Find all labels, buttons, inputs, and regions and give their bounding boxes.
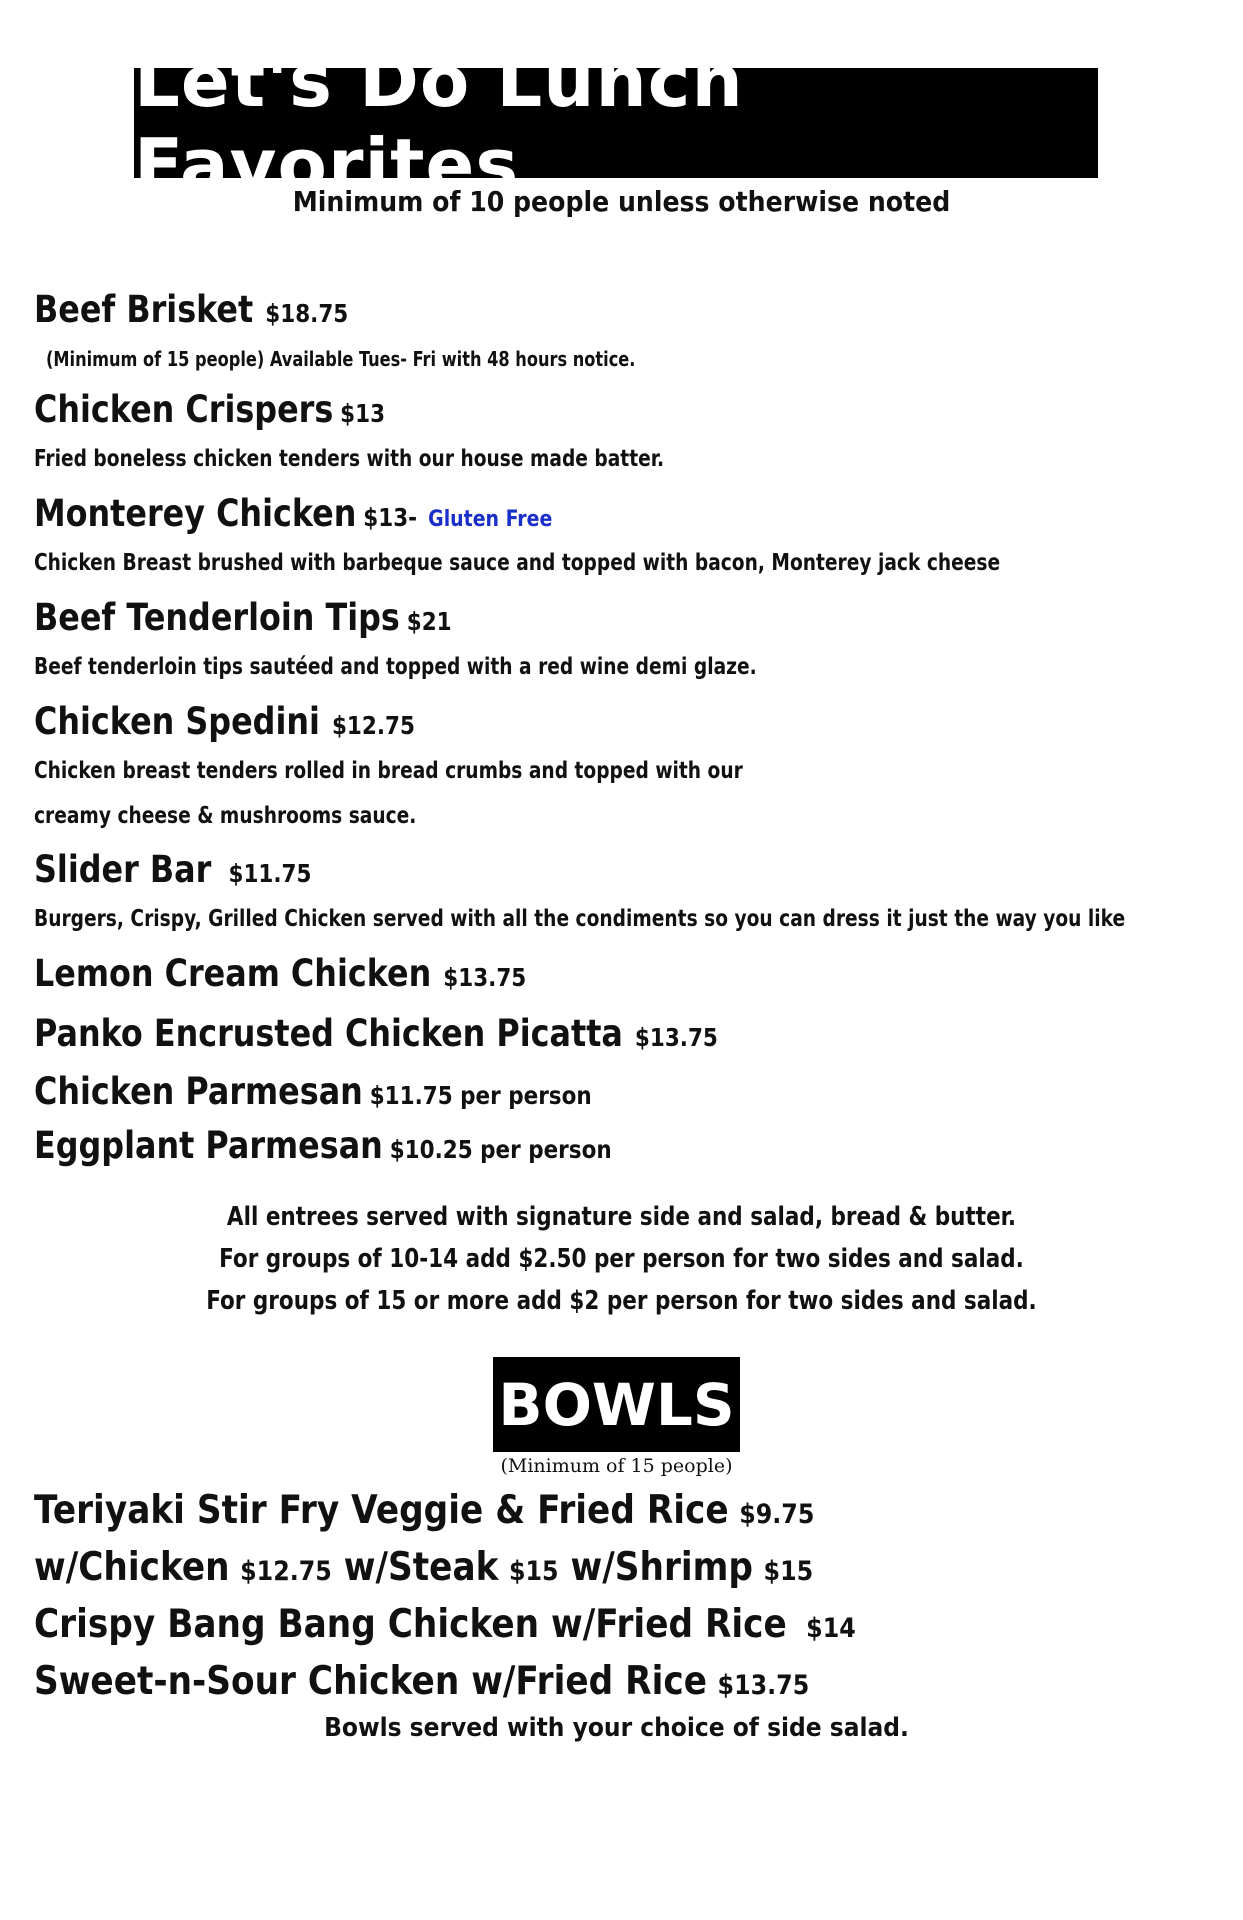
bowl-protein-options bbox=[34, 1543, 813, 1597]
item-name: Eggplant Parmesan bbox=[34, 1124, 383, 1167]
menu-item-description: Burgers, Crispy, Grilled Chicken served with all the condiments so you can dress it just the way you like bbox=[34, 906, 1126, 932]
bowl-name: Teriyaki Stir Fry Veggie & Fried Rice bbox=[34, 1488, 729, 1533]
bowl-item bbox=[34, 1657, 809, 1711]
bowl-price: $14 bbox=[806, 1613, 856, 1644]
item-price: $10.25 per person bbox=[389, 1135, 612, 1164]
menu-item-title bbox=[34, 596, 452, 644]
note-line: All entrees served with signature side and salad, bread & butter. bbox=[226, 1202, 1017, 1232]
bowl-item bbox=[34, 1600, 856, 1654]
menu-item-title bbox=[34, 388, 385, 436]
item-price: $21 bbox=[406, 607, 452, 636]
item-name: Monterey Chicken bbox=[34, 492, 357, 535]
menu-item-title bbox=[34, 1012, 718, 1060]
item-price: $12.75 bbox=[331, 711, 415, 740]
menu-item-title bbox=[34, 1070, 592, 1118]
menu-item-description: Chicken Breast brushed with barbeque sauce and topped with bacon, Monterey jack cheese bbox=[34, 550, 1001, 576]
menu-item-description: (Minimum of 15 people) Available Tues- Fri with 48 hours notice. bbox=[46, 347, 636, 371]
page-title: Let's Do Lunch Favorites bbox=[134, 39, 744, 207]
bowls-banner bbox=[493, 1357, 740, 1452]
bowl-option: w/Shrimp bbox=[570, 1545, 753, 1590]
menu-item-description: Fried boneless chicken tenders with our house made batter. bbox=[34, 446, 665, 472]
bowl-option: w/Chicken bbox=[34, 1545, 230, 1590]
bowl-name: Sweet-n-Sour Chicken w/Fried Rice bbox=[34, 1659, 707, 1704]
item-price: $13- bbox=[363, 503, 418, 532]
menu-item-title bbox=[34, 288, 348, 336]
item-price: $13.75 bbox=[443, 963, 527, 992]
bowls-footer: Bowls served with your choice of side salad. bbox=[324, 1713, 909, 1743]
bowl-name: Crispy Bang Bang Chicken w/Fried Rice bbox=[34, 1602, 787, 1647]
menu-item-description: Chicken breast tenders rolled in bread crumbs and topped with our bbox=[34, 758, 743, 784]
bowl-price: $12.75 bbox=[240, 1556, 332, 1587]
menu-item-title bbox=[34, 492, 552, 542]
gluten-free-tag: Gluten Free bbox=[428, 507, 553, 532]
bowl-price: $15 bbox=[763, 1556, 814, 1587]
page-subtitle: Minimum of 10 people unless otherwise noted bbox=[292, 185, 951, 218]
item-price: $13 bbox=[340, 399, 386, 428]
menu-item-description: creamy cheese & mushrooms sauce. bbox=[34, 803, 417, 829]
item-name: Chicken Spedini bbox=[34, 700, 320, 743]
item-price: $11.75 bbox=[228, 859, 312, 888]
menu-item-title bbox=[34, 1124, 612, 1172]
bowl-price: $13.75 bbox=[717, 1670, 810, 1701]
item-name: Chicken Crispers bbox=[34, 388, 334, 431]
note-line: For groups of 15 or more add $2 per person for two sides and salad. bbox=[206, 1286, 1037, 1316]
bowl-option: w/Steak bbox=[343, 1545, 499, 1590]
menu-item-description: Beef tenderloin tips sautéed and topped with a red wine demi glaze. bbox=[34, 654, 757, 680]
item-name: Beef Brisket bbox=[34, 288, 254, 331]
bowls-minimum-note: (Minimum of 15 people) bbox=[500, 1455, 733, 1477]
entree-notes bbox=[0, 1196, 1243, 1322]
item-price: $18.75 bbox=[265, 299, 349, 328]
item-name: Chicken Parmesan bbox=[34, 1070, 363, 1113]
bowl-price: $9.75 bbox=[739, 1499, 815, 1530]
item-price: $13.75 bbox=[634, 1023, 718, 1052]
bowl-price: $15 bbox=[508, 1556, 559, 1587]
item-name: Slider Bar bbox=[34, 848, 212, 891]
item-price: $11.75 per person bbox=[369, 1081, 592, 1110]
menu-item-title bbox=[34, 700, 415, 748]
menu-item-title bbox=[34, 952, 526, 1000]
bowl-item bbox=[34, 1486, 814, 1540]
item-name: Lemon Cream Chicken bbox=[34, 952, 432, 995]
item-name: Beef Tenderloin Tips bbox=[34, 596, 400, 639]
item-name: Panko Encrusted Chicken Picatta bbox=[34, 1012, 623, 1055]
bowls-title: BOWLS bbox=[498, 1370, 735, 1439]
menu-item-title bbox=[34, 848, 311, 896]
note-line: For groups of 10-14 add $2.50 per person for two sides and salad. bbox=[219, 1244, 1024, 1274]
